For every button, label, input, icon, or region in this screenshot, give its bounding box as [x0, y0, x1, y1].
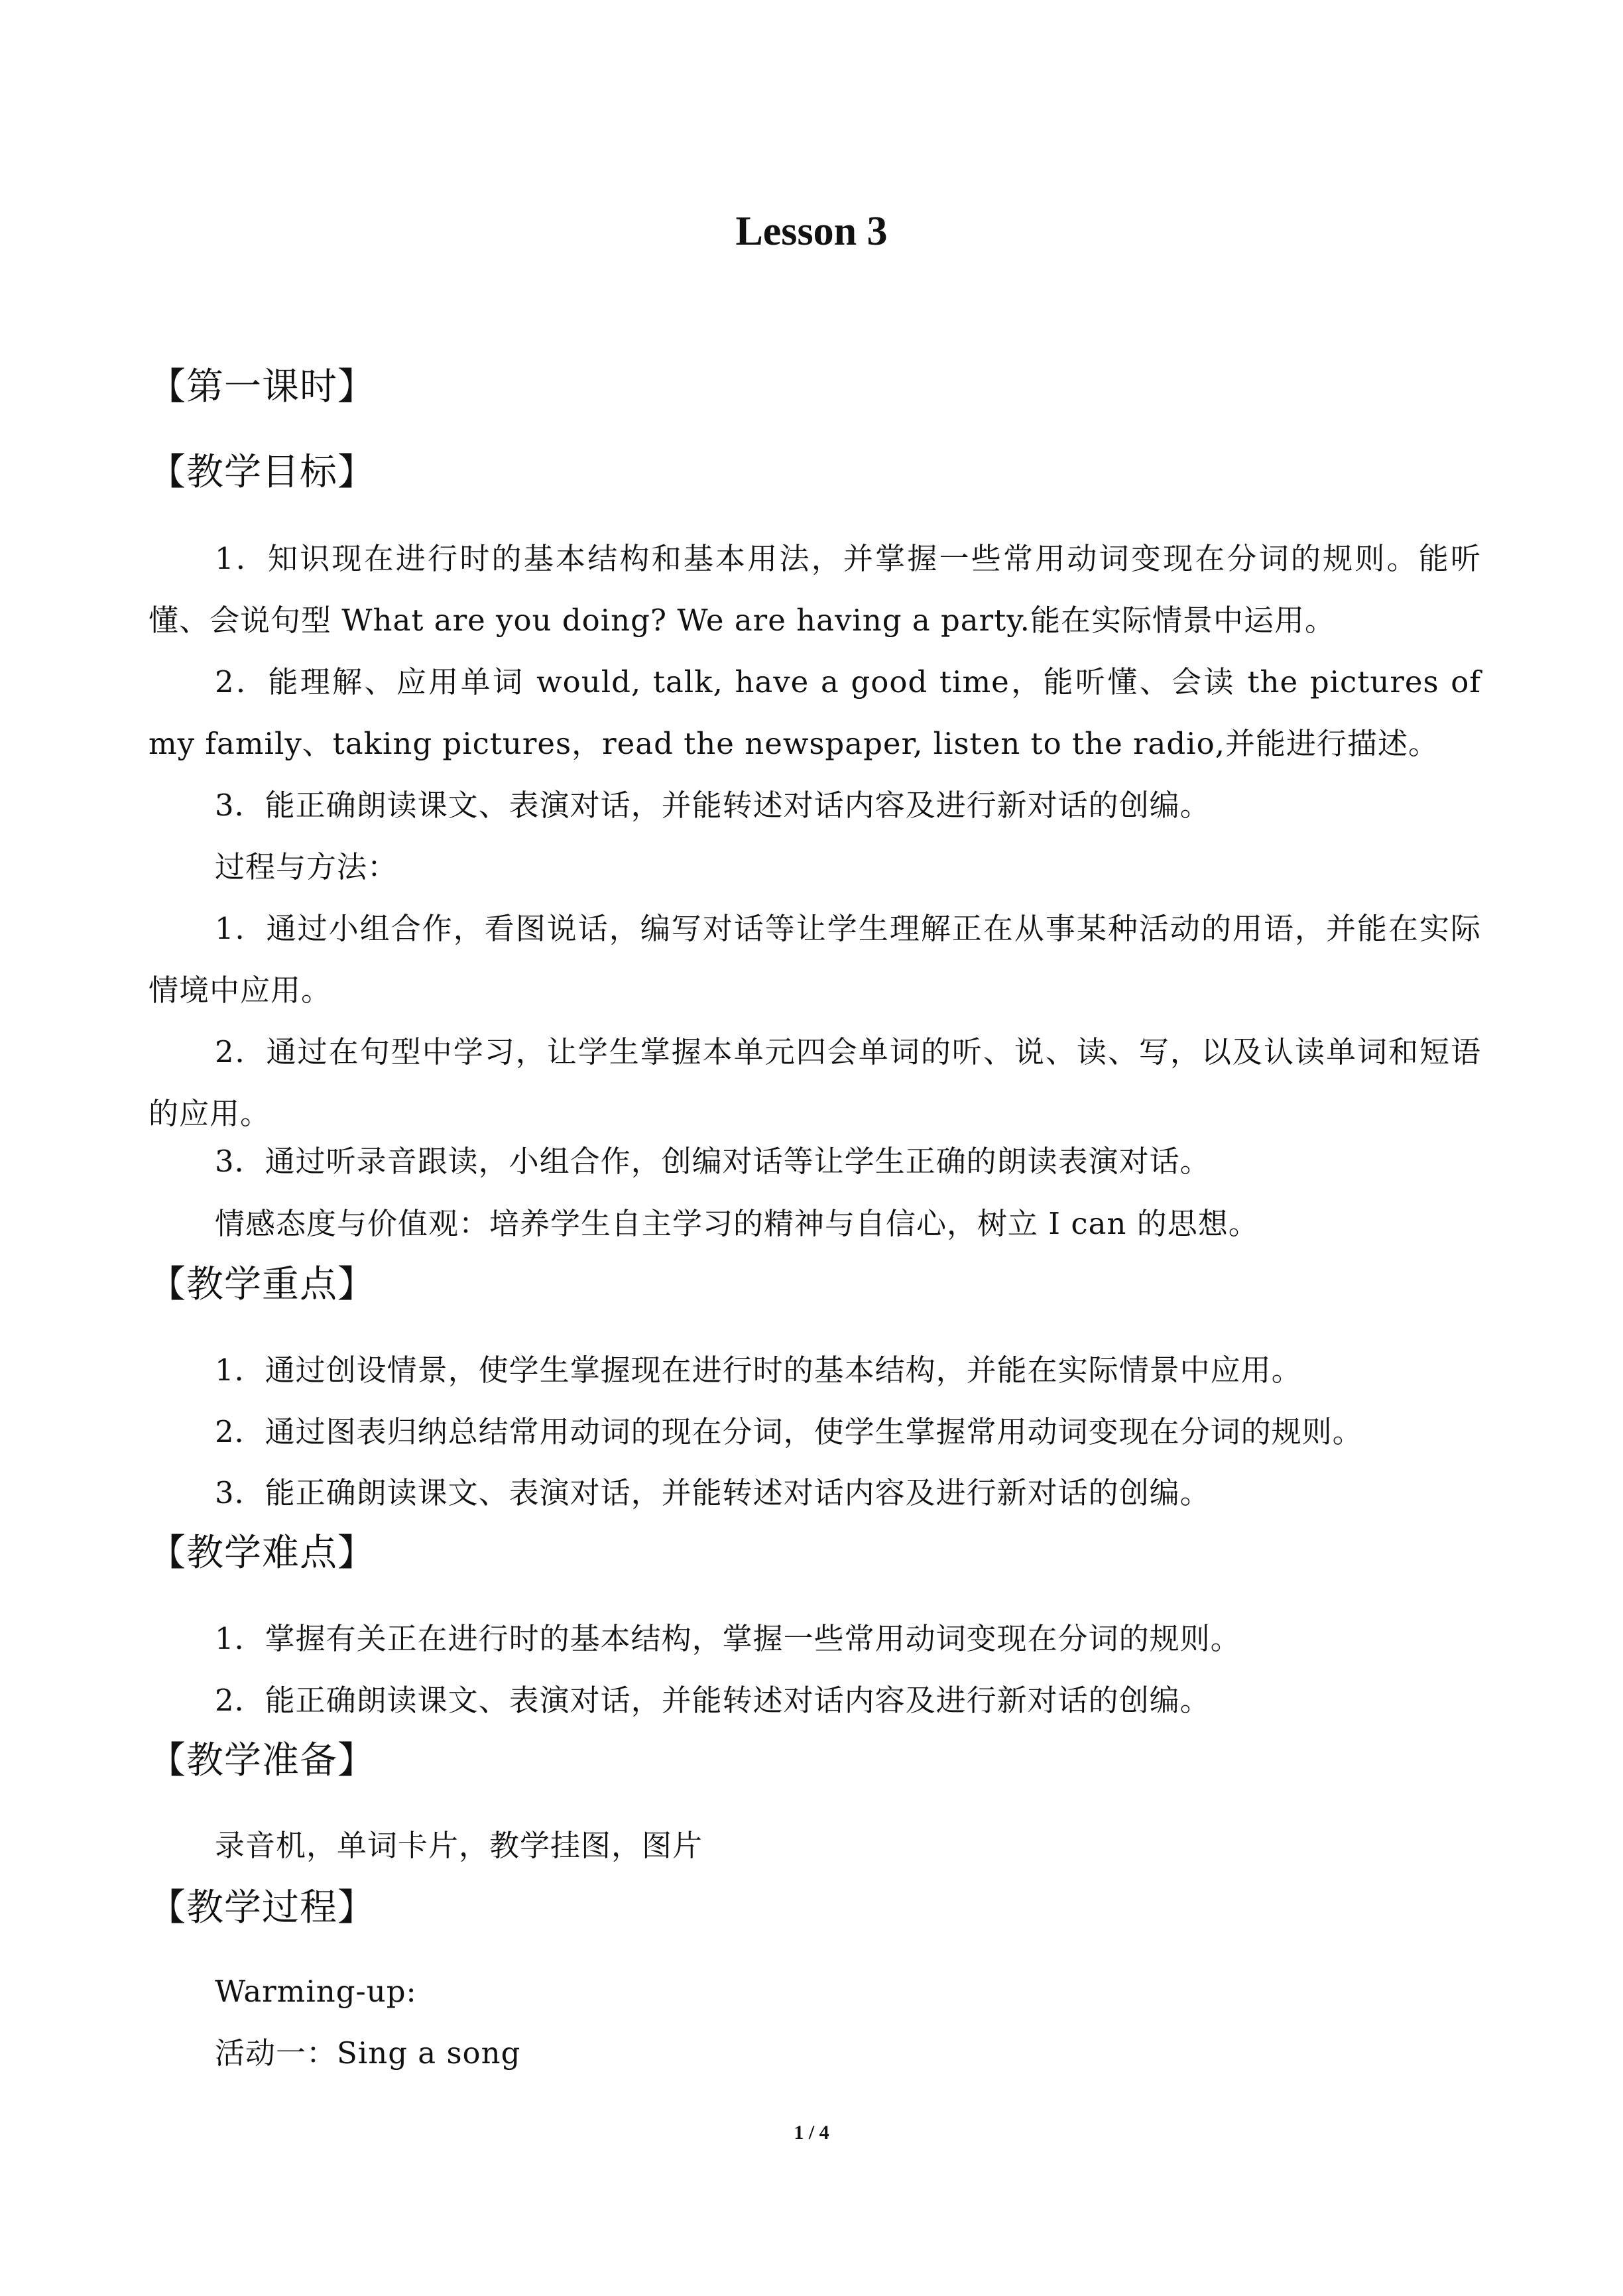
- section-heading-preparation: 【教学准备】: [149, 1739, 375, 1782]
- objective-3: 3．能正确朗读课文、表演对话，并能转述对话内容及进行新对话的创编。: [215, 788, 1211, 823]
- difficulty-1: 1．掌握有关正在进行时的基本结构，掌握一些常用动词变现在分词的规则。: [215, 1621, 1241, 1656]
- key-point-3: 3．能正确朗读课文、表演对话，并能转述对话内容及进行新对话的创编。: [215, 1475, 1211, 1510]
- section-heading-difficulties: 【教学难点】: [149, 1532, 375, 1575]
- methods-label: 过程与方法：: [215, 849, 398, 884]
- section-heading-objectives: 【教学目标】: [149, 451, 375, 494]
- objective-1: 1．知识现在进行时的基本结构和基本用法，并掌握一些常用动词变现在分词的规则。能听懂、会说句型 What are you doing? We are having a party.能在实际情景中运用。: [149, 541, 1481, 638]
- section-heading-key-points: 【教学重点】: [149, 1263, 375, 1306]
- method-3: 3．通过听录音跟读，小组合作，创编对话等让学生正确的朗读表演对话。: [215, 1144, 1211, 1179]
- section-heading-period: 【第一课时】: [149, 365, 375, 408]
- warming-up: Warming-up:: [215, 1974, 417, 2009]
- lesson-title: Lesson 3: [735, 209, 888, 254]
- activity-1: 活动一：Sing a song: [215, 2035, 521, 2071]
- method-2: 2．通过在句型中学习，让学生掌握本单元四会单词的听、说、读、写，以及认读单词和短语的应用。: [149, 1034, 1481, 1131]
- preparation-text: 录音机，单词卡片，教学挂图，图片: [215, 1828, 703, 1863]
- difficulty-2: 2．能正确朗读课文、表演对话，并能转述对话内容及进行新对话的创编。: [215, 1683, 1211, 1718]
- objective-2: 2．能理解、应用单词 would, talk, have a good time，能听懂、会读 the pictures of my family、taking pictures，read the newspaper, listen to the radio,并能进行描述。: [149, 664, 1481, 761]
- key-point-1: 1．通过创设情景，使学生掌握现在进行时的基本结构，并能在实际情景中应用。: [215, 1353, 1302, 1388]
- key-point-2: 2．通过图表归纳总结常用动词的现在分词，使学生掌握常用动词变现在分词的规则。: [215, 1414, 1363, 1449]
- page-number: 1 / 4: [794, 2122, 829, 2144]
- method-1: 1．通过小组合作，看图说话，编写对话等让学生理解正在从事某种活动的用语，并能在实际情境中应用。: [149, 911, 1481, 1008]
- attitude-values: 情感态度与价值观：培养学生自主学习的精神与自信心，树立 I can 的思想。: [215, 1206, 1259, 1241]
- section-heading-process: 【教学过程】: [149, 1886, 375, 1929]
